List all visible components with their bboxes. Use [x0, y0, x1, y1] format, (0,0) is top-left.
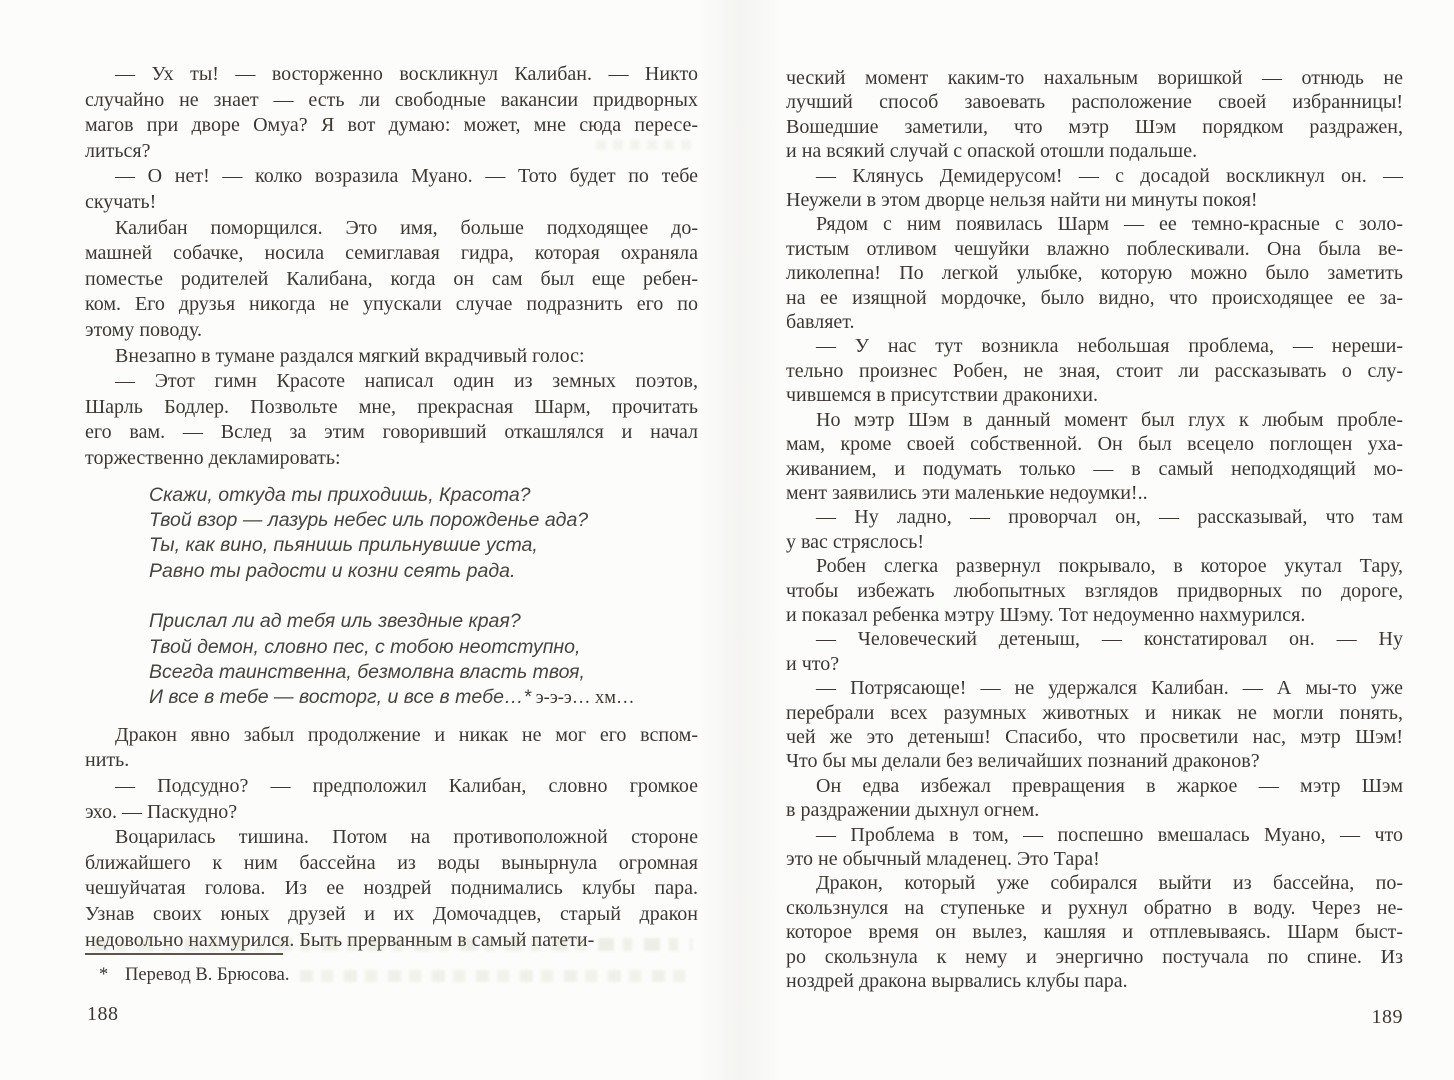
text-line: Неужели в этом дворце нельзя найти ни минуты покоя! — [786, 189, 1258, 212]
text-line: этому поводу. — [85, 318, 202, 341]
text-line: тистым отливом чешуйки влажно поблескивали. Она была ве- — [786, 237, 1403, 260]
text-line: — Потрясающе! — не удержался Калибан. — А мы-то уже — [816, 677, 1403, 700]
text-line: ком. Его друзья никогда не упускали случае подразнить его по — [85, 293, 698, 316]
text-line: у вас стряслось! — [786, 530, 925, 553]
paragraph — [85, 723, 698, 774]
text-line: и на всякий случай с опаской отошли подальше. — [786, 140, 1198, 163]
text-line: торжественно декламировать: — [85, 446, 341, 469]
paragraph — [85, 369, 698, 471]
page-right — [786, 66, 1403, 993]
poem — [149, 483, 698, 712]
paragraph — [786, 554, 1403, 627]
text-line: — Этот гимн Красоте написал один из земных поэтов, — [115, 370, 698, 393]
text-line: ро скользнула к нему и энергично постучала по спине. Из — [786, 945, 1403, 968]
text-line: магов при дворе Омуа? Я вот думаю: может, мне сюда пересе- — [85, 114, 698, 137]
text-line: это не обычный младенец. Это Тара! — [786, 848, 1100, 870]
text-line: поместье родителей Калибана, когда он сам был еще ребен- — [85, 267, 698, 290]
text-line: живанием, и подумать только — в самый неподходящий мо- — [786, 457, 1403, 480]
text-line: ликолепна! По легкой улыбке, которую можно было заметить — [786, 262, 1403, 285]
poem-stanza-1 — [149, 483, 698, 585]
footnote — [85, 963, 698, 987]
text-line: — Ну ладно, — проворчал он, — рассказывай, что там — [816, 506, 1403, 529]
paragraph — [85, 164, 698, 215]
text-line: нить. — [85, 749, 130, 772]
paragraph — [786, 823, 1403, 872]
footnote-divider — [85, 953, 283, 955]
text-line: эхо. — Паскудно? — [85, 800, 238, 823]
poem-line: Твой взор — лазурь небес иль порожденье ада? — [149, 508, 589, 531]
text-line: скучать! — [85, 190, 157, 213]
text-line: — У нас тут возникла небольшая проблема, — нереши- — [816, 335, 1403, 358]
text-line: ноздрей дракона вырвались клубы пара. — [786, 970, 1128, 993]
text-line: Но мэтр Шэм в данный момент был глух к любым пробле- — [816, 408, 1403, 431]
text-line: и показал ребенка мэтру Шэму. Тот недоуменно нахмурился. — [786, 603, 1306, 626]
text-line: машней собачке, носила семиглавая гидра, которая охраняла — [85, 242, 698, 265]
paragraph — [786, 164, 1403, 213]
text-line: Что бы мы делали без величайших познаний драконов? — [786, 750, 1260, 773]
paragraph — [85, 62, 698, 164]
left-body-text — [85, 62, 698, 472]
paragraph — [85, 216, 698, 344]
poem-line: Равно ты радости и козни сеять рада. — [149, 559, 516, 582]
text-line: Узнав своих юных друзей и их Домочадцев, старый дракон — [85, 902, 698, 925]
paragraph — [786, 627, 1403, 676]
text-line: Воцарилась тишина. Потом на противоположной стороне — [115, 826, 698, 849]
text-line: ческий момент каким-то нахальным воришкой — отнюдь не — [786, 67, 1403, 89]
text-line: на ее изящной мордочке, было видно, что происходящее ее за- — [786, 286, 1403, 309]
text-line: Дракон явно забыл продолжение и никак не мог его вспом- — [115, 723, 698, 746]
text-line: — Ух ты! — восторженно воскликнул Калибан. — Никто — [115, 63, 698, 85]
text-line: скользнулся на ступеньке и рухнул обратно в воду. Через не- — [786, 896, 1403, 919]
poem-line-italic-part: И все в тебе — восторг, и все в тебе…* — [149, 686, 532, 709]
text-line: Он едва избежал превращения в жаркое — мэтр Шэм — [816, 774, 1403, 797]
text-line: — Клянусь Демидерусом! — с досадой воскликнул он. — — [816, 164, 1403, 187]
text-line: — Подсудно? — предположил Калибан, словно громкое — [115, 774, 698, 797]
text-line: лучший способ завоевать расположение своей избранницы! — [786, 91, 1403, 114]
poem-line: Прислал ли ад тебя иль звездные края? — [149, 610, 521, 633]
text-line: тельно произнес Робен, не зная, стоит ли рассказывать о слу- — [786, 359, 1403, 382]
text-line: Робен слегка развернул покрывало, в которое укутал Тару, — [816, 555, 1403, 578]
text-line: Внезапно в тумане раздался мягкий вкрадчивый голос: — [115, 344, 585, 367]
text-line: Вошедшие заметили, что мэтр Шэм порядком раздражен, — [786, 115, 1403, 138]
text-line: чтобы избежать любопытных взглядов придворных по дороге, — [786, 579, 1403, 602]
right-body-text — [786, 66, 1403, 993]
text-line: чей же это детеныш! Спасибо, что просветили нас, мэтр Шэм! — [786, 725, 1403, 748]
text-line: которое время он вылез, кашляя и отплевываясь. Шарм быст- — [786, 921, 1403, 944]
poem-line-mixed — [149, 685, 698, 711]
paragraph — [786, 774, 1403, 823]
text-line: недовольно нахмурился. Быть прерванным в самый патети- — [85, 928, 595, 951]
text-line: — Человеческий детеныш, — констатировал он. — Ну — [816, 628, 1403, 651]
text-line: в раздражении дыхнул огнем. — [786, 799, 1040, 822]
paragraph — [786, 408, 1403, 506]
text-line: литься? — [85, 139, 151, 162]
text-line: его вам. — Вслед за этим говоривший откашлялся и начал — [85, 421, 698, 444]
poem-line: Всегда таинственна, безмолвна власть твоя, — [149, 660, 585, 683]
text-line: чившемся в присутствии драконихи. — [786, 384, 1098, 407]
text-line: Калибан поморщился. Это имя, больше подходящее до- — [115, 216, 698, 239]
left-body-text-after-poem — [85, 723, 698, 953]
paragraph — [85, 344, 698, 370]
text-line: мент заявились эти маленькие недоумки!.. — [786, 481, 1148, 504]
poem-line: Твой демон, словно пес, с тобою неотступно, — [149, 635, 581, 658]
page-number-left: 188 — [87, 1003, 119, 1025]
paragraph — [786, 871, 1403, 993]
text-line: Дракон, который уже собирался выйти из бассейна, по- — [816, 872, 1403, 895]
text-line: мам, кроме своей собственной. Он был всецело поглощен уха- — [786, 433, 1403, 456]
text-line: — О нет! — колко возразила Муано. — Тото будет по тебе — [115, 165, 698, 188]
footnote-text: Перевод В. Брюсова. — [125, 965, 290, 985]
poem-stanza-2 — [149, 609, 698, 712]
poem-line: Скажи, откуда ты приходишь, Красота? — [149, 483, 531, 506]
poem-line-roman-part: э-э-э… хм… — [531, 688, 635, 709]
text-line: перебрали всех разумных животных и никак не могли понять, — [786, 701, 1403, 724]
text-line: чешуйчатая голова. Из ее ноздрей поднимались клубы пара. — [85, 877, 698, 900]
paragraph — [85, 825, 698, 953]
paragraph — [786, 212, 1403, 334]
page-left — [85, 62, 698, 953]
text-line: Шарль Бодлер. Позвольте мне, прекрасная Шарм, прочитать — [85, 395, 698, 418]
text-line: — Проблема в том, — поспешно вмешалась Муано, — что — [816, 823, 1403, 846]
paragraph — [786, 505, 1403, 554]
text-line: Рядом с ним появилась Шарм — ее темно-красные с золо- — [816, 213, 1403, 236]
paragraph — [786, 66, 1403, 164]
text-line: случайно не знает — есть ли свободные вакансии придворных — [85, 88, 698, 111]
text-line: и что? — [786, 652, 840, 675]
poem-line: Ты, как вино, пьянишь прильнувшие уста, — [149, 534, 538, 557]
paragraph — [786, 676, 1403, 774]
page-number-right: 189 — [1371, 1006, 1403, 1028]
paragraph — [85, 774, 698, 825]
paragraph — [786, 334, 1403, 407]
footnote-marker: * — [99, 965, 109, 985]
text-line: ближайшего к ним бассейна из воды вынырнула огромная — [85, 851, 698, 874]
page-gutter-shadow — [698, 0, 782, 1080]
text-line: бавляет. — [786, 311, 855, 334]
